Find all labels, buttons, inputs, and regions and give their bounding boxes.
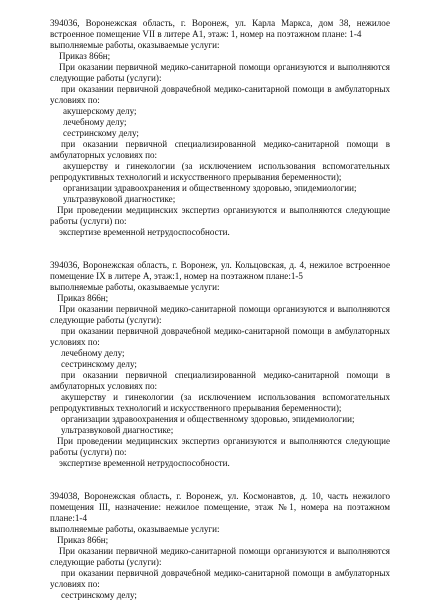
order-line: Приказ 866н; xyxy=(59,51,111,61)
text-line: репродуктивных технологий и искусственного прерывания беременности); xyxy=(50,403,342,413)
text-line: амбулаторных условиях по: xyxy=(50,150,158,160)
list-item: лечебному делу; xyxy=(63,117,127,127)
list-item: сестринскому делу; xyxy=(61,590,137,600)
text-line: следующие работы (услуги): xyxy=(50,73,162,83)
text-line: при оказании первичной доврачебной медико-санитарной помощи в амбулаторных xyxy=(61,84,390,94)
text-line: При оказании первичной медико-санитарной помощи организуются и выполняются xyxy=(59,304,390,314)
text-line: следующие работы (услуги): xyxy=(50,315,162,325)
text-line: репродуктивных технологий и искусственного прерывания беременности); xyxy=(50,172,342,182)
text-line: При проведении медицинских экспертиз организуются и выполняются следующие xyxy=(57,436,390,446)
text-line: акушерству и гинекологии (за исключением использования вспомогательных xyxy=(61,392,390,402)
order-line: Приказ 866н; xyxy=(57,293,109,303)
address-line: 394036, Воронежская область, г. Воронеж, ул. Карла Маркса, дом 38, нежилое xyxy=(50,18,390,28)
list-item: организации здравоохранения и общественному здоровью, эпидемиологии; xyxy=(61,414,355,424)
address-line: встроенное помещение VII в литере А1, этаж: 1, номер на поэтажном плане: 1-4 xyxy=(50,29,362,39)
text-line: при оказании первичной специализированной медико-санитарной помощи в xyxy=(61,370,390,380)
text-line: при оказании первичной доврачебной медико-санитарной помощи в амбулаторных xyxy=(61,568,390,578)
list-item: лечебному делу; xyxy=(61,348,125,358)
section-label: выполняемые работы, оказываемые услуги: xyxy=(50,40,220,50)
text-line: условиях по: xyxy=(50,579,100,589)
list-item: сестринскому делу; xyxy=(61,359,137,369)
address-line: плане:1-4 xyxy=(50,513,87,523)
list-item: сестринскому делу; xyxy=(63,128,139,138)
address-line: помещения III, назначение: нежилое помещение, этаж №1, номера на поэтажном xyxy=(50,502,390,512)
list-item: организации здравоохранения и общественному здоровью, эпидемиологии; xyxy=(63,183,357,193)
text-line: следующие работы (услуги): xyxy=(50,557,162,567)
list-item: ультразвуковой диагностике; xyxy=(61,425,174,435)
text-line: при оказании первичной специализированной медико-санитарной помощи в xyxy=(61,139,390,149)
text-line: При оказании первичной медико-санитарной помощи организуются и выполняются xyxy=(59,62,390,72)
list-item: акушерскому делу; xyxy=(63,106,137,116)
list-item: экспертизе временной нетрудоспособности. xyxy=(59,458,230,468)
order-line: Приказ 866н; xyxy=(57,535,109,545)
text-line: условиях по: xyxy=(50,95,100,105)
list-item: экспертизе временной нетрудоспособности. xyxy=(59,227,230,237)
text-line: условиях по: xyxy=(50,337,100,347)
section-label: выполняемые работы, оказываемые услуги: xyxy=(50,282,220,292)
address-line: 394038, Воронежская область, г. Воронеж, ул. Космонавтов, д. 10, часть нежилого xyxy=(50,491,390,501)
text-line: При оказании первичной медико-санитарной помощи организуются и выполняются xyxy=(59,546,390,556)
text-line: амбулаторных условиях по: xyxy=(50,381,158,391)
text-line: При проведении медицинских экспертиз организуются и выполняются следующие xyxy=(57,205,390,215)
address-line: 394036, Воронежская область, г. Воронеж, ул. Кольцовская, д. 4, нежилое встроенное xyxy=(50,260,390,270)
text-line: акушерству и гинекологии (за исключением использования вспомогательных xyxy=(63,161,390,171)
text-line: работы (услуги) по: xyxy=(50,447,127,457)
section-label: выполняемые работы, оказываемые услуги: xyxy=(50,524,220,534)
text-line: при оказании первичной доврачебной медико-санитарной помощи в амбулаторных xyxy=(61,326,390,336)
text-line: работы (услуги) по: xyxy=(50,216,127,226)
list-item: ультразвуковой диагностике; xyxy=(63,194,176,204)
address-line: помещение IX в литере А, этаж:1, номер на поэтажном плане:1-5 xyxy=(50,271,303,281)
